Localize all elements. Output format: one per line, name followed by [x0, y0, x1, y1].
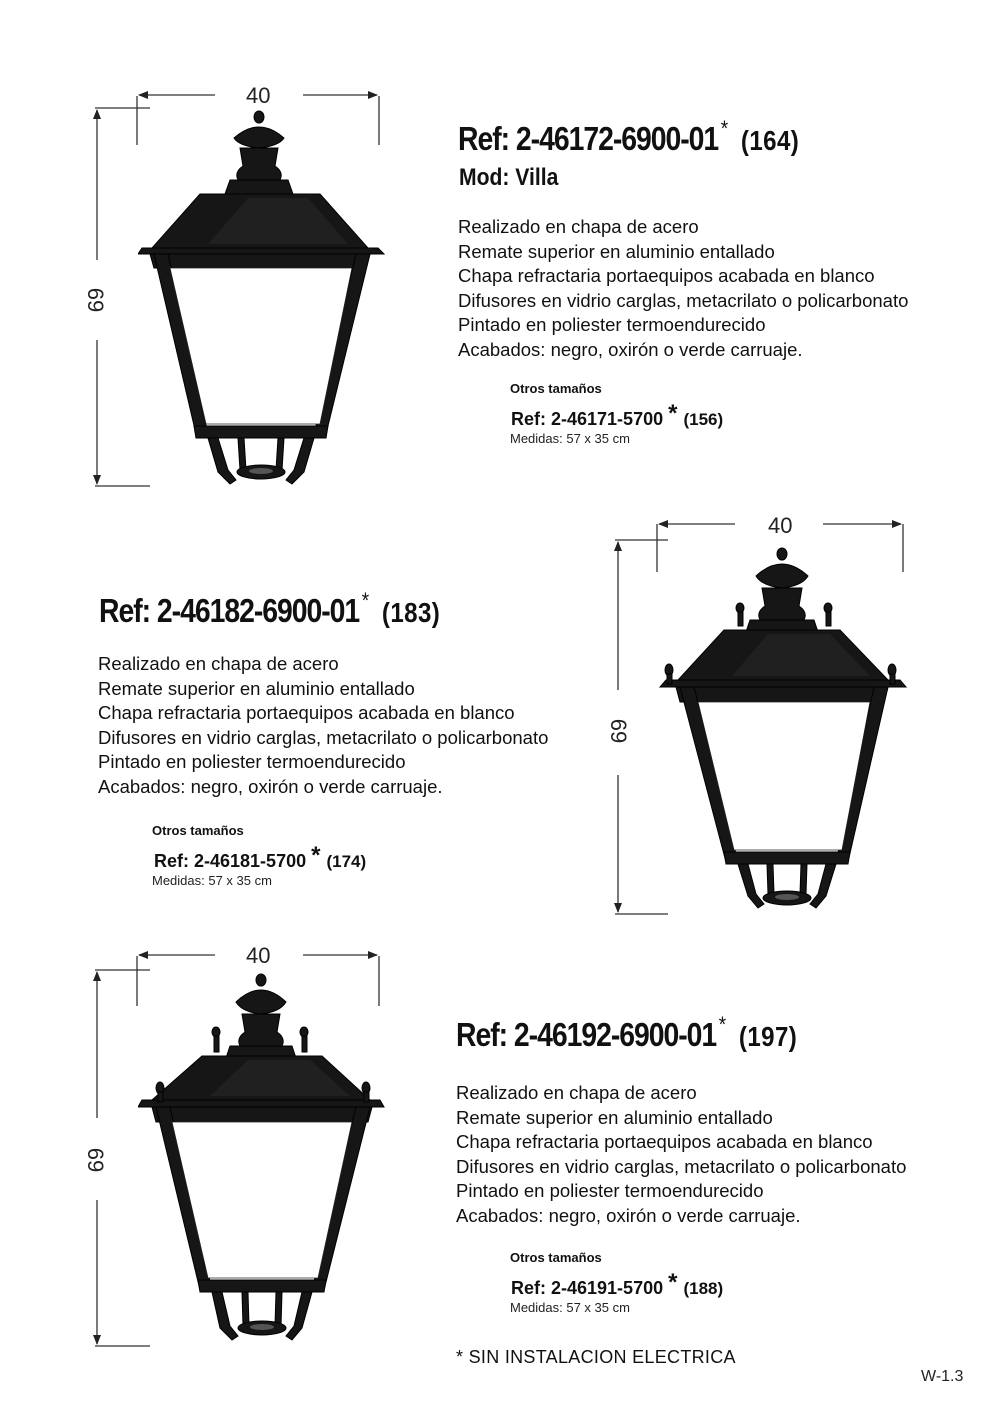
- other-sizes-ref-3: [511, 1269, 723, 1299]
- other-sizes-asterisk-2: *: [311, 842, 321, 869]
- product-ref-label-1: Ref: 2-46172-6900-01: [458, 120, 719, 157]
- width-dim-label-3: 40: [246, 943, 271, 968]
- lantern-image-1: [138, 108, 388, 490]
- height-dim-label-1: 69: [83, 287, 109, 313]
- description-line: Realizado en chapa de acero: [456, 1082, 697, 1103]
- product-asterisk-3: *: [718, 1012, 726, 1037]
- description-line: Acabados: negro, oxirón o verde carruaje.: [98, 775, 443, 797]
- other-sizes-measures-2: Medidas: 57 x 35 cm: [152, 873, 272, 888]
- width-dim-label-2: 40: [768, 513, 793, 538]
- description-line: Realizado en chapa de acero: [98, 653, 339, 674]
- other-sizes-asterisk-1: *: [668, 400, 678, 427]
- other-sizes-title-2: Otros tamaños: [152, 823, 244, 838]
- product-description-3: [456, 1081, 906, 1228]
- height-dim-label-3: 69: [83, 1147, 109, 1173]
- product-number-2: (183): [381, 597, 441, 628]
- width-dim-label-1: 40: [246, 83, 271, 108]
- product-number-1: (164): [740, 125, 800, 156]
- other-sizes-title-1: Otros tamaños: [510, 381, 602, 396]
- product-number-3: (197): [738, 1021, 798, 1052]
- other-sizes-number-3: (188): [683, 1279, 724, 1298]
- description-line: Acabados: negro, oxirón o verde carruaje.: [456, 1204, 801, 1226]
- other-sizes-number-2: (174): [326, 852, 367, 871]
- other-sizes-ref-label-3: Ref: 2-46191-5700: [511, 1278, 664, 1298]
- lantern-image-2: [652, 544, 914, 916]
- description-line: Remate superior en aluminio entallado: [456, 1106, 773, 1128]
- product-ref-1: [458, 116, 799, 158]
- product-ref-label-2: Ref: 2-46182-6900-01: [99, 592, 360, 629]
- lantern-image-3: [138, 970, 388, 1346]
- product-asterisk-1: *: [720, 116, 728, 141]
- description-line: Chapa refractaria portaequipos acabada en blanco: [458, 265, 875, 286]
- product-ref-2: [99, 588, 440, 630]
- description-line: Pintado en poliester termoendurecido: [458, 314, 766, 335]
- other-sizes-ref-1: [511, 400, 723, 430]
- height-dim-label-2: 69: [606, 718, 632, 744]
- description-line: Difusores en vidrio carglas, metacrilato o policarbonato: [456, 1155, 907, 1177]
- product-model-1: Mod: Villa: [459, 164, 559, 191]
- description-line: Pintado en poliester termoendurecido: [98, 751, 406, 772]
- description-line: Acabados: negro, oxirón o verde carruaje.: [458, 338, 803, 360]
- product-asterisk-2: *: [361, 588, 369, 613]
- product-description-2: [98, 652, 548, 799]
- description-line: Remate superior en aluminio entallado: [98, 677, 415, 699]
- footnote: * SIN INSTALACION ELECTRICA: [456, 1347, 736, 1367]
- other-sizes-measures-3: Medidas: 57 x 35 cm: [510, 1300, 630, 1315]
- other-sizes-ref-label-1: Ref: 2-46171-5700: [511, 409, 664, 429]
- description-line: Remate superior en aluminio entallado: [458, 240, 775, 262]
- other-sizes-asterisk-3: *: [668, 1269, 678, 1296]
- other-sizes-measures-1: Medidas: 57 x 35 cm: [510, 431, 630, 446]
- product-ref-3: [456, 1012, 797, 1054]
- page-code: W-1.3: [921, 1368, 964, 1385]
- other-sizes-title-3: Otros tamaños: [510, 1250, 602, 1265]
- other-sizes-ref-label-2: Ref: 2-46181-5700: [154, 851, 307, 871]
- description-line: Difusores en vidrio carglas, metacrilato o policarbonato: [98, 726, 549, 748]
- description-line: Chapa refractaria portaequipos acabada en blanco: [98, 702, 515, 723]
- other-sizes-number-1: (156): [683, 410, 724, 429]
- description-line: Difusores en vidrio carglas, metacrilato o policarbonato: [458, 289, 909, 311]
- description-line: Realizado en chapa de acero: [458, 216, 699, 237]
- description-line: Pintado en poliester termoendurecido: [456, 1180, 764, 1201]
- other-sizes-ref-2: [154, 842, 366, 872]
- description-line: Chapa refractaria portaequipos acabada en blanco: [456, 1131, 873, 1152]
- product-description-1: [458, 215, 908, 362]
- product-ref-label-3: Ref: 2-46192-6900-01: [456, 1016, 717, 1053]
